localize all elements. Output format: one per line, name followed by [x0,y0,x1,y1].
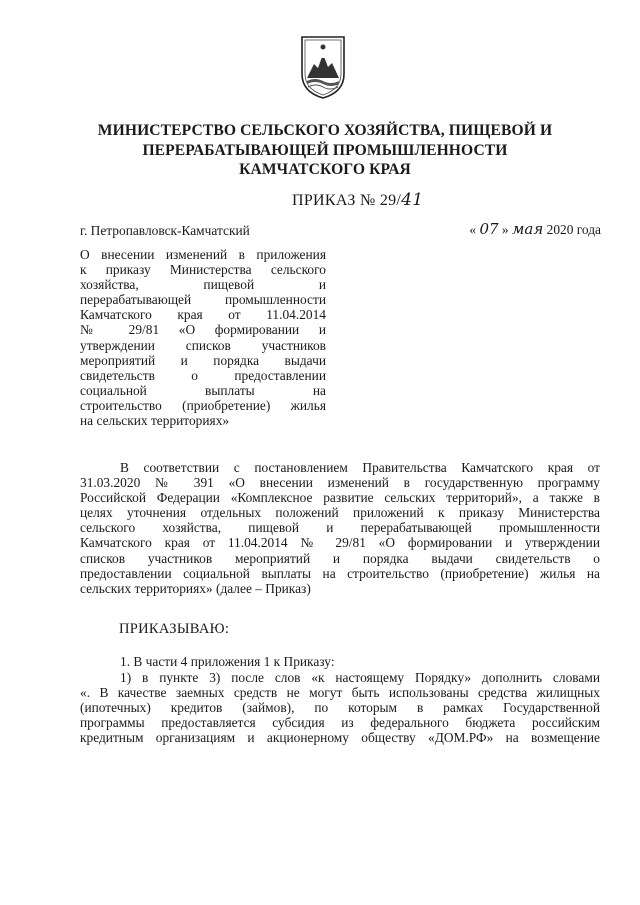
item-1-subitem-1 [80,670,600,745]
date-day: 07 [479,220,499,238]
preamble-line: сельского хозяйства, пищевой и перерабатывающей промышленности [80,520,600,536]
subject-line: мероприятий и порядка выдачи [80,352,326,368]
subitem-line: 1) в пункте 3) после слов «к настоящему Порядку» дополнить словами [120,670,600,685]
subject-line: утверждении списков участников [80,337,326,353]
kamchatka-coat-of-arms-icon [298,34,348,100]
date-year: 2020 года [546,222,601,237]
date-open-quote: « [469,222,477,237]
preamble-line: предоставлении социальной выплаты на строительство (приобретение) жилья на [80,565,600,581]
subitem-line: кредитным организациям и акционерному обществу «ДОМ.РФ» на возмещение [80,730,600,746]
preamble-line: Камчатского края от 11.04.2014 № 29/81 «О формировании и утверждении [80,535,600,551]
order-number-handwritten: 41 [401,190,424,210]
order-subject [80,247,326,428]
date-mid-quote: » [501,222,509,237]
preamble-line: В соответствии с постановлением Правительства Камчатского края от [120,460,600,475]
subject-line: строительство (приобретение) жилья [80,397,326,413]
subject-line: № 29/81 «О формировании и [80,322,326,338]
subitem-line: (ипотечных) кредитов (займов), по которым в рамках Государственной [80,700,600,716]
city: г. Петропавловск-Камчатский [80,223,250,238]
preamble-line: сельских территориях» (далее – Приказ) [80,580,311,596]
date-month: мая [511,220,544,238]
subject-line: к приказу Министерства сельского [80,262,326,278]
preamble-line: списков участников мероприятий и порядка выдачи свидетельств о [80,550,600,566]
preamble-paragraph [80,460,600,596]
ministry-title [60,121,590,180]
subject-line: хозяйства, пищевой и [80,277,326,293]
preamble-line: 31.03.2020 № 391 «О внесении изменений в государственную программу [80,475,600,491]
item-1: 1. В части 4 приложения 1 к Приказу: [120,654,335,669]
subitem-line: программы предоставляется субсидия из федерального бюджета российским [80,715,600,731]
subject-line: перерабатывающей промышленности [80,292,326,308]
preamble-line: целях уточнения отдельных положений приложений к приказу Министерства [80,505,600,521]
ministry-title-line: ПЕРЕРАБАТЫВАЮЩЕЙ ПРОМЫШЛЕННОСТИ [142,141,508,159]
ministry-title-line: МИНИСТЕРСТВО СЕЛЬСКОГО ХОЗЯЙСТВА, ПИЩЕВОЙ И [97,122,553,139]
subject-line: Камчатского края от 11.04.2014 [80,307,326,323]
preamble-line: Российской Федерации «Комплексное развитие сельских территорий», а также в [80,490,600,506]
order-number [292,190,423,210]
order-label: ПРИКАЗ № 29/ [292,192,402,209]
order-date [469,220,601,238]
prikazyvayu-heading: ПРИКАЗЫВАЮ: [119,621,230,637]
subject-line: на сельских территориях» [80,413,230,429]
subject-line: О внесении изменений в приложения [80,247,326,262]
ministry-title-line: КАМЧАТСКОГО КРАЯ [239,161,411,178]
subject-line: свидетельств о предоставлении [80,367,326,383]
subject-line: социальной выплаты на [80,382,326,398]
subitem-line: «. В качестве заемных средств не могут быть использованы средства жилищных [80,685,600,701]
